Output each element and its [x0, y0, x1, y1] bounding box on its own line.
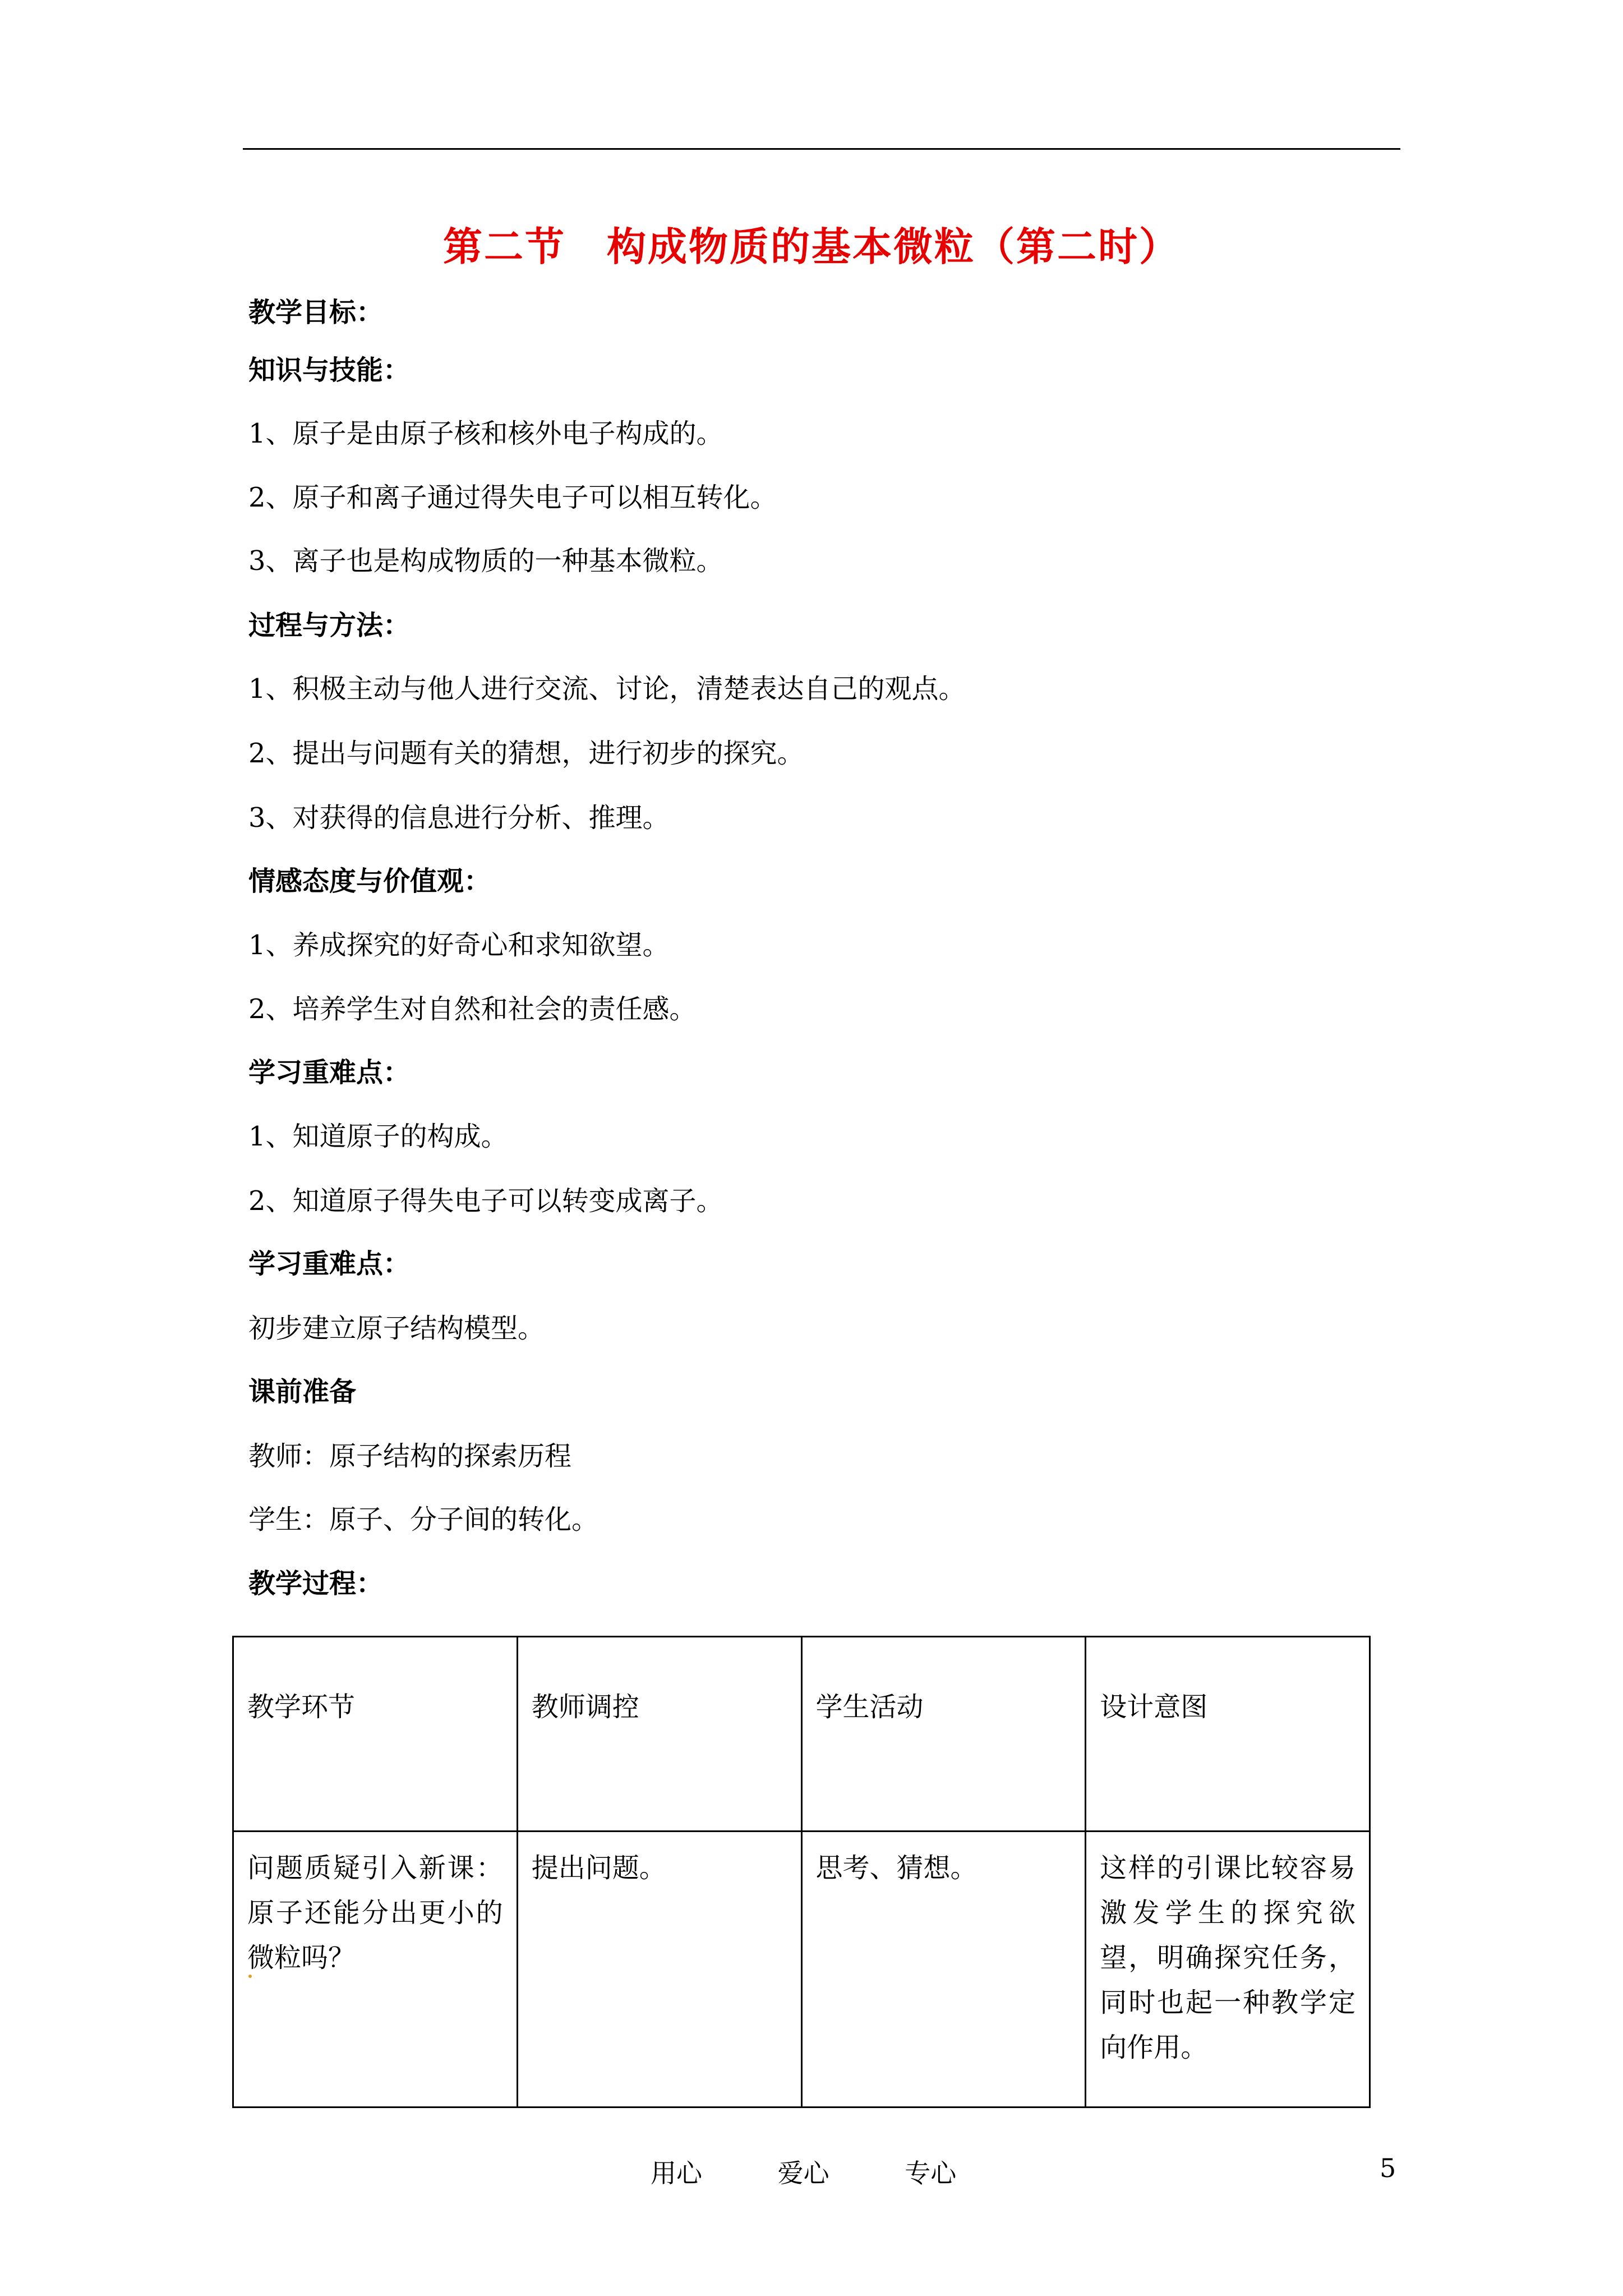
process-heading: 过程与方法：	[248, 610, 411, 641]
table-cell: 这样的引课比较容易激发学生的探究欲望，明确探究任务，同时也起一种教学定向作用。	[1086, 1832, 1370, 2108]
footer-item: 爱心	[777, 2158, 829, 2188]
page-number: 5	[1380, 2153, 1396, 2183]
table-cell: 问题质疑引入新课：原子还能分出更小的微粒吗？	[233, 1832, 518, 2108]
knowledge-item: 2、原子和离子通过得失电子可以相互转化。	[248, 482, 777, 513]
teaching-process-heading: 教学过程：	[248, 1568, 384, 1599]
preparation-teacher: 教师：原子结构的探索历程	[248, 1441, 572, 1472]
knowledge-item: 1、原子是由原子核和核外电子构成的。	[248, 418, 723, 449]
emotion-item: 2、培养学生对自然和社会的责任感。	[248, 993, 697, 1025]
page-title: 第二节 构成物质的基本微粒（第二时）	[443, 224, 1180, 270]
teaching-process-table	[232, 1636, 1371, 2108]
goals-heading: 教学目标：	[248, 297, 384, 328]
emotion-item: 1、养成探究的好奇心和求知欲望。	[248, 930, 670, 961]
process-item: 3、对获得的信息进行分析、推理。	[248, 802, 670, 834]
key-point-item: 1、知道原子的构成。	[248, 1121, 508, 1152]
table-cell: 思考、猜想。	[801, 1832, 1086, 2108]
table-cell: 提出问题。	[517, 1832, 801, 2108]
footer-item: 用心	[651, 2158, 702, 2188]
table-row	[233, 1832, 1370, 2108]
footer	[651, 2153, 1023, 2190]
knowledge-item: 3、离子也是构成物质的一种基本微粒。	[248, 545, 723, 577]
emotion-heading: 情感态度与价值观：	[248, 866, 491, 897]
column-header: 教学环节	[233, 1637, 518, 1832]
process-item: 1、积极主动与他人进行交流、讨论，清楚表达自己的观点。	[248, 673, 966, 705]
stray-mark	[248, 1975, 252, 1978]
column-header: 学生活动	[801, 1637, 1086, 1832]
key-point-item: 2、知道原子得失电子可以转变成离子。	[248, 1185, 723, 1217]
difficult-points-heading: 学习重难点：	[248, 1248, 411, 1280]
preparation-heading: 课前准备	[248, 1376, 357, 1407]
column-header: 设计意图	[1086, 1637, 1370, 1832]
key-points-heading: 学习重难点：	[248, 1057, 411, 1088]
footer-item: 专心	[905, 2158, 957, 2188]
column-header: 教师调控	[517, 1637, 801, 1832]
table-header-row	[233, 1637, 1370, 1832]
process-item: 2、提出与问题有关的猜想，进行初步的探究。	[248, 738, 804, 769]
knowledge-heading: 知识与技能：	[248, 355, 411, 386]
difficult-points-text: 初步建立原子结构模型。	[248, 1313, 545, 1344]
header-rule	[243, 148, 1400, 150]
preparation-student: 学生：原子、分子间的转化。	[248, 1504, 599, 1535]
